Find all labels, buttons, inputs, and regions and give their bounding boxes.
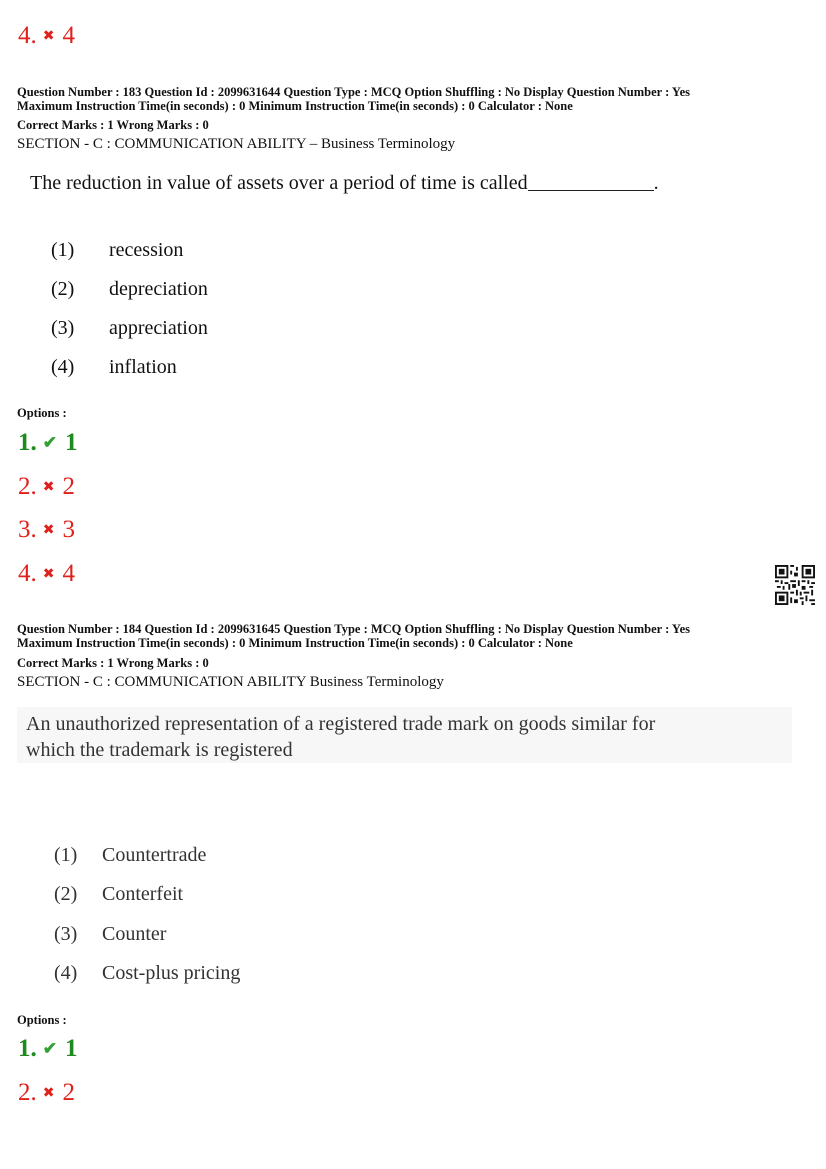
question-meta: Question Number : 184 Question Id : 2099631645 Question Type : MCQ Option Shuffling : No Display Question Number : Yes bbox=[17, 622, 690, 636]
question-text: The reduction in value of assets over a period of time is called . bbox=[30, 172, 659, 194]
cross-icon: ✖ bbox=[42, 29, 55, 44]
choice-item: (2) Conterfeit bbox=[54, 883, 184, 905]
question-meta: Question Number : 183 Question Id : 2099631644 Question Type : MCQ Option Shuffling : No Display Question Number : Yes bbox=[17, 85, 690, 99]
option-row: 1. ✔ 1 bbox=[18, 1035, 78, 1062]
marks-info: Correct Marks : 1 Wrong Marks : 0 bbox=[17, 118, 209, 132]
check-icon: ✔ bbox=[42, 1039, 57, 1058]
option-row: 2. ✖ 2 bbox=[18, 1079, 75, 1106]
cross-icon: ✖ bbox=[42, 567, 55, 582]
choice-item: (1) Countertrade bbox=[54, 844, 207, 866]
option-row: 4. ✖ 4 bbox=[18, 22, 75, 49]
section-label: SECTION - C : COMMUNICATION ABILITY Business Terminology bbox=[17, 674, 444, 690]
check-icon: ✔ bbox=[42, 433, 57, 452]
answer-blank bbox=[528, 170, 654, 191]
question-text: An unauthorized representation of a registered trade mark on goods similar for which the trademark is registered bbox=[26, 713, 656, 761]
options-label: Options : bbox=[17, 406, 67, 420]
cross-icon: ✖ bbox=[42, 1086, 55, 1101]
section-label: SECTION - C : COMMUNICATION ABILITY – Business Terminology bbox=[17, 136, 456, 152]
choice-item: (3) appreciation bbox=[51, 317, 208, 339]
cross-icon: ✖ bbox=[42, 523, 55, 538]
choice-item: (2) depreciation bbox=[51, 278, 208, 300]
qr-code-icon bbox=[775, 565, 815, 605]
question-meta: Maximum Instruction Time(in seconds) : 0 Minimum Instruction Time(in seconds) : 0 Calculator : None bbox=[17, 99, 573, 113]
option-row: 1. ✔ 1 bbox=[18, 429, 78, 456]
choice-item: (4) Cost-plus pricing bbox=[54, 962, 241, 984]
option-row: 4. ✖ 4 bbox=[18, 560, 75, 587]
choice-item: (1) recession bbox=[51, 239, 184, 261]
cross-icon: ✖ bbox=[42, 480, 55, 495]
choice-item: (4) inflation bbox=[51, 356, 177, 378]
question-meta: Maximum Instruction Time(in seconds) : 0 Minimum Instruction Time(in seconds) : 0 Calculator : None bbox=[17, 636, 573, 650]
option-row: 3. ✖ 3 bbox=[18, 516, 75, 543]
option-row: 2. ✖ 2 bbox=[18, 473, 75, 500]
options-label: Options : bbox=[17, 1013, 67, 1027]
choice-item: (3) Counter bbox=[54, 923, 167, 945]
marks-info: Correct Marks : 1 Wrong Marks : 0 bbox=[17, 656, 209, 670]
